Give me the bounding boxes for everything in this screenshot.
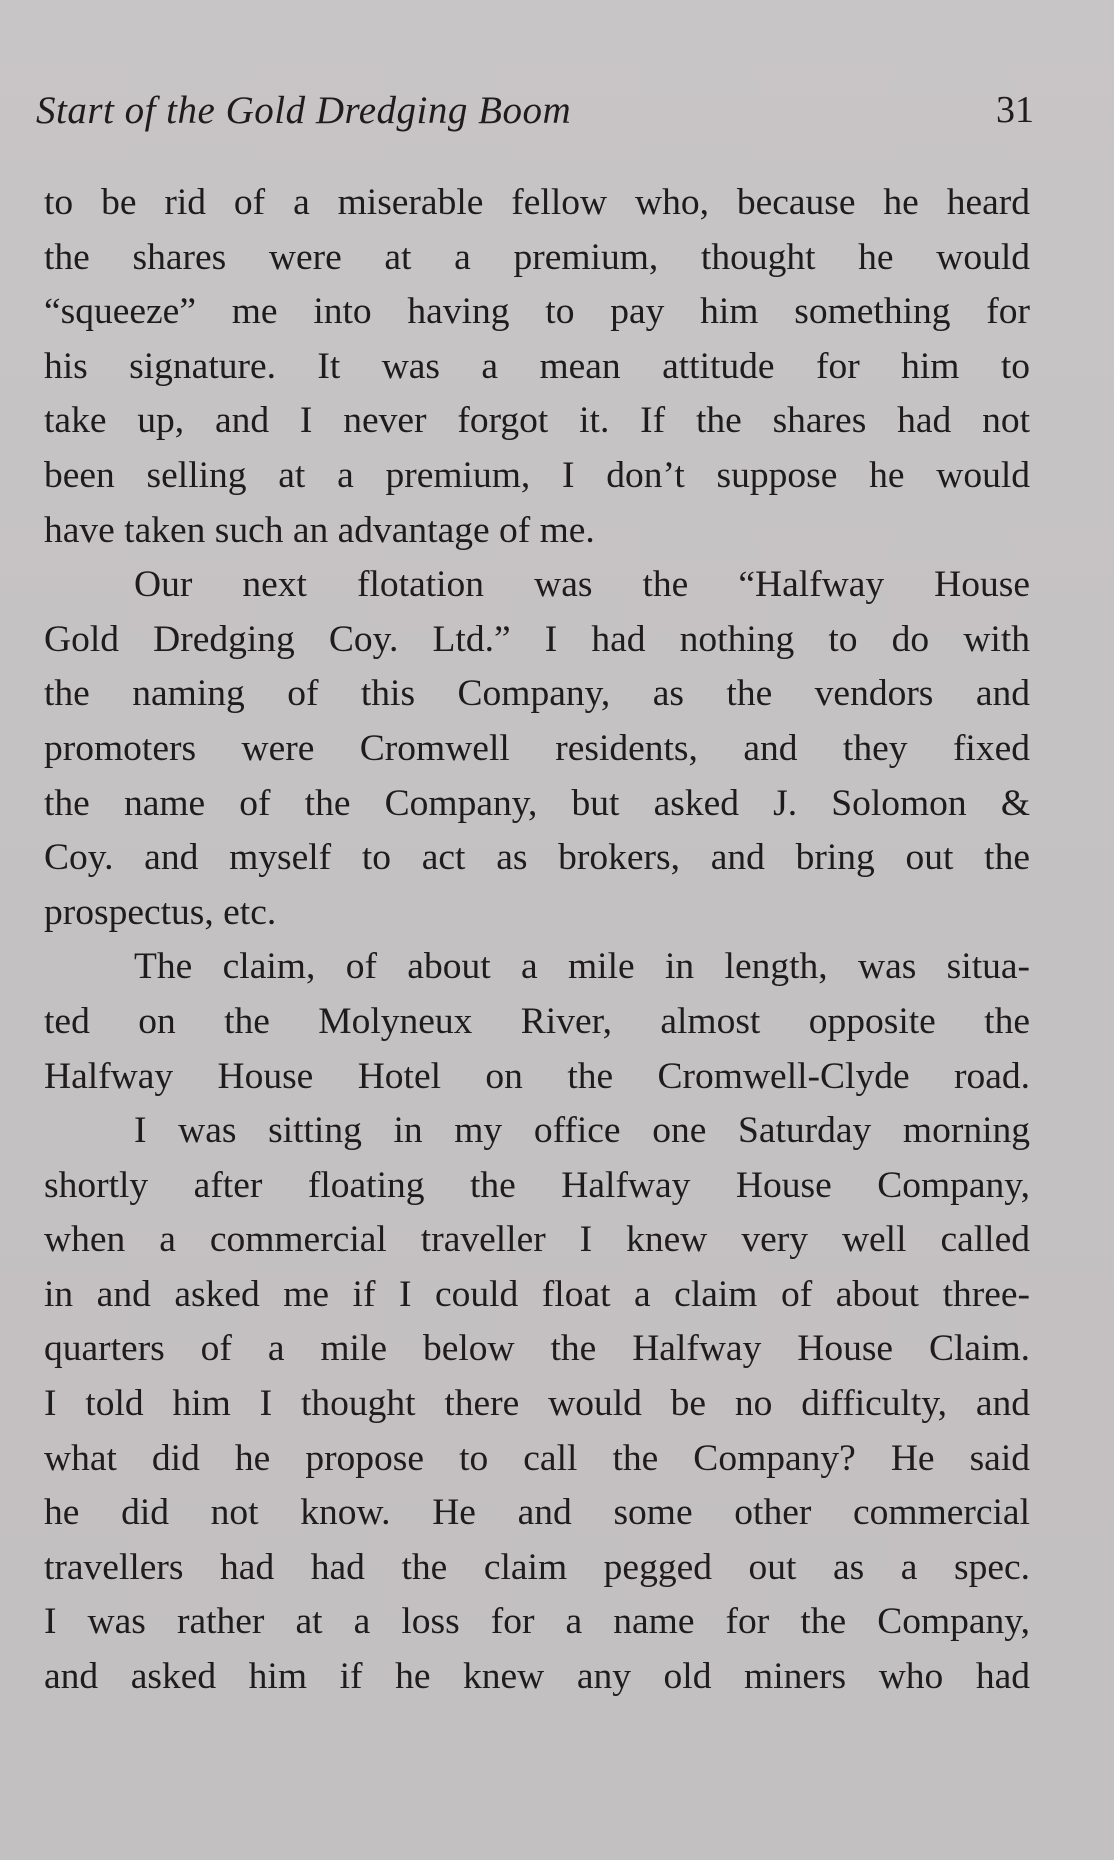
running-title: Start of the Gold Dredging Boom xyxy=(36,89,572,132)
text-line: quarters of a mile below the Halfway House Claim. xyxy=(44,1328,1030,1370)
text-line: “squeeze” me into having to pay him something for xyxy=(44,291,1030,333)
text-line: have taken such an advantage of me. xyxy=(44,509,595,551)
text-line: his signature. It was a mean attitude for him to xyxy=(44,345,1030,387)
text-line: promoters were Cromwell residents, and they fixed xyxy=(44,727,1030,769)
text-line: he did not know. He and some other commercial xyxy=(44,1492,1030,1534)
text-line: I told him I thought there would be no difficulty, and xyxy=(44,1383,1030,1425)
text-line: been selling at a premium, I don’t suppose he would xyxy=(44,454,1030,496)
text-line: and asked him if he knew any old miners who had xyxy=(44,1656,1030,1698)
text-line: Gold Dredging Coy. Ltd.” I had nothing to do with xyxy=(44,618,1030,660)
text-line: prospectus, etc. xyxy=(44,891,277,933)
text-line: travellers had had the claim pegged out as a spec. xyxy=(44,1546,1030,1588)
text-line: Coy. and myself to act as brokers, and bring out the xyxy=(44,837,1030,879)
body-text xyxy=(44,176,1030,1705)
text-line: the name of the Company, but asked J. Solomon & xyxy=(44,782,1030,824)
text-line: the shares were at a premium, thought he would xyxy=(44,236,1030,278)
text-line: I was rather at a loss for a name for the Company, xyxy=(44,1601,1030,1643)
text-line: shortly after floating the Halfway House Company, xyxy=(44,1164,1030,1206)
text-line: Halfway House Hotel on the Cromwell-Clyde road. xyxy=(44,1055,1030,1097)
running-head xyxy=(36,88,1034,138)
text-line: ted on the Molyneux River, almost opposite the xyxy=(44,1000,1030,1042)
text-line: in and asked me if I could float a claim of about three- xyxy=(44,1273,1030,1315)
text-line: I was sitting in my office one Saturday morning xyxy=(134,1110,1030,1152)
text-line: what did he propose to call the Company? He said xyxy=(44,1437,1030,1479)
text-line: take up, and I never forgot it. If the shares had not xyxy=(44,400,1030,442)
page-number: 31 xyxy=(996,89,1034,131)
text-line: the naming of this Company, as the vendors and xyxy=(44,673,1030,715)
text-line: when a commercial traveller I knew very well called xyxy=(44,1219,1030,1261)
text-line: Our next flotation was the “Halfway House xyxy=(134,564,1030,606)
text-line: to be rid of a miserable fellow who, because he heard xyxy=(44,182,1030,223)
text-line: The claim, of about a mile in length, was situa- xyxy=(134,946,1030,988)
